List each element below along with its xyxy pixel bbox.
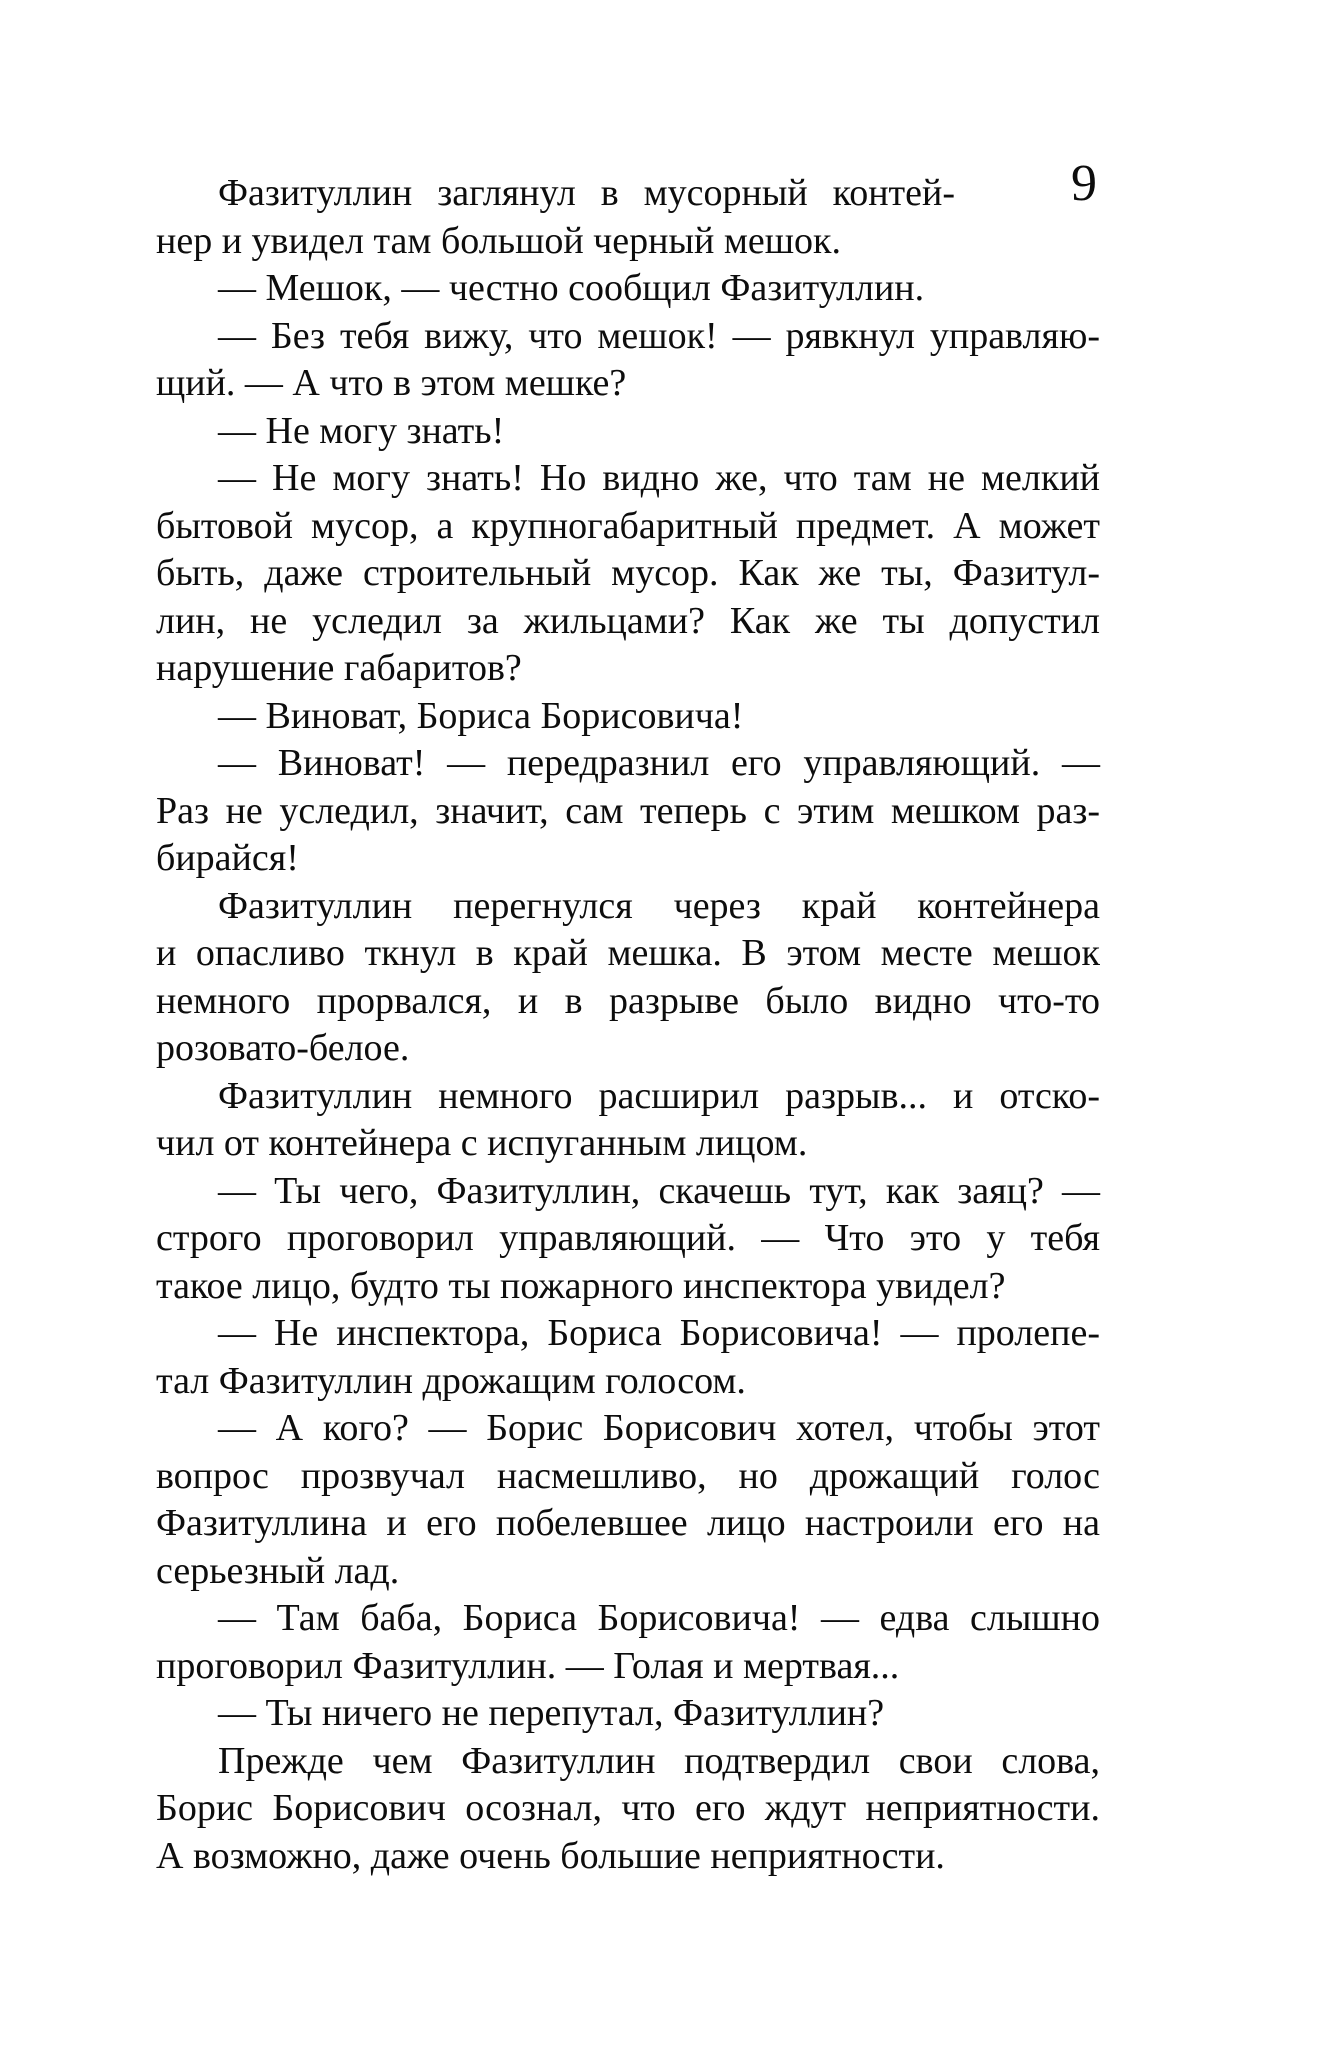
text-line: лин, не уследил за жильцами? Как же ты допустил	[156, 599, 1100, 642]
text-line: — Не могу знать! Но видно же, что там не мелкий	[218, 457, 1100, 499]
text-line: немного прорвался, и в разрыве было видно что-то	[156, 979, 1100, 1022]
text-line: Раз не уследил, значит, сам теперь с этим мешком раз-	[156, 789, 1100, 832]
text-line: — А кого? — Борис Борисович хотел, чтобы этот	[218, 1407, 1100, 1449]
text-line: бирайся!	[156, 837, 299, 879]
text-line: розовато-белое.	[156, 1027, 410, 1069]
text-line: — Ты чего, Фазитуллин, скачешь тут, как заяц? —	[218, 1169, 1100, 1212]
text-block	[156, 170, 1100, 1880]
text-line: такое лицо, будто ты пожарного инспектора увидел?	[156, 1264, 1006, 1307]
text-line: Фазитуллина и его побелевшее лицо настроили его на	[156, 1502, 1100, 1544]
text-line: нарушение габаритов?	[156, 647, 522, 689]
text-line: — Не инспектора, Бориса Борисовича! — пролепе-	[218, 1312, 1100, 1354]
text-line: и опасливо ткнул в край мешка. В этом месте мешок	[156, 932, 1100, 974]
text-line: — Мешок, — честно сообщил Фазитуллин.	[218, 267, 925, 309]
text-line: — Ты ничего не перепутал, Фазитуллин?	[218, 1692, 885, 1734]
text-line: чил от контейнера с испуганным лицом.	[156, 1122, 808, 1164]
text-line: щий. — А что в этом мешке?	[156, 362, 627, 404]
text-line: нер и увидел там большой черный мешок.	[156, 219, 842, 262]
text-line: Фазитуллин перегнулся через край контейнера	[218, 884, 1100, 927]
text-line: — Без тебя вижу, что мешок! — рявкнул управляю-	[218, 314, 1100, 357]
page-number: 9	[1071, 155, 1097, 212]
text-line: — Виноват, Бориса Борисовича!	[218, 694, 744, 737]
text-line: вопрос прозвучал насмешливо, но дрожащий голос	[156, 1454, 1100, 1497]
text-line: — Не могу знать!	[218, 409, 505, 452]
text-line: А возможно, даже очень большие неприятности.	[156, 1834, 945, 1877]
text-line: — Виноват! — передразнил его управляющий. —	[218, 742, 1100, 784]
text-line: проговорил Фазитуллин. — Голая и мертвая...	[156, 1644, 900, 1687]
text-line: Борис Борисович осознал, что его ждут неприятности.	[156, 1787, 1100, 1829]
text-line: быть, даже строительный мусор. Как же ты, Фазитул-	[156, 552, 1100, 594]
text-line: Фазитуллин немного расширил разрыв... и отско-	[218, 1074, 1100, 1117]
text-line: — Там баба, Бориса Борисовича! — едва слышно	[218, 1597, 1100, 1639]
text-line: строго проговорил управляющий. — Что это у тебя	[156, 1217, 1100, 1259]
text-line: серьезный лад.	[156, 1549, 400, 1592]
text-line: Прежде чем Фазитуллин подтвердил свои слова,	[218, 1739, 1100, 1782]
text-line: Фазитуллин заглянул в мусорный контей-	[218, 172, 955, 214]
text-line: тал Фазитуллин дрожащим голосом.	[156, 1359, 746, 1402]
text-line: бытовой мусор, а крупногабаритный предмет. А может	[156, 504, 1100, 547]
